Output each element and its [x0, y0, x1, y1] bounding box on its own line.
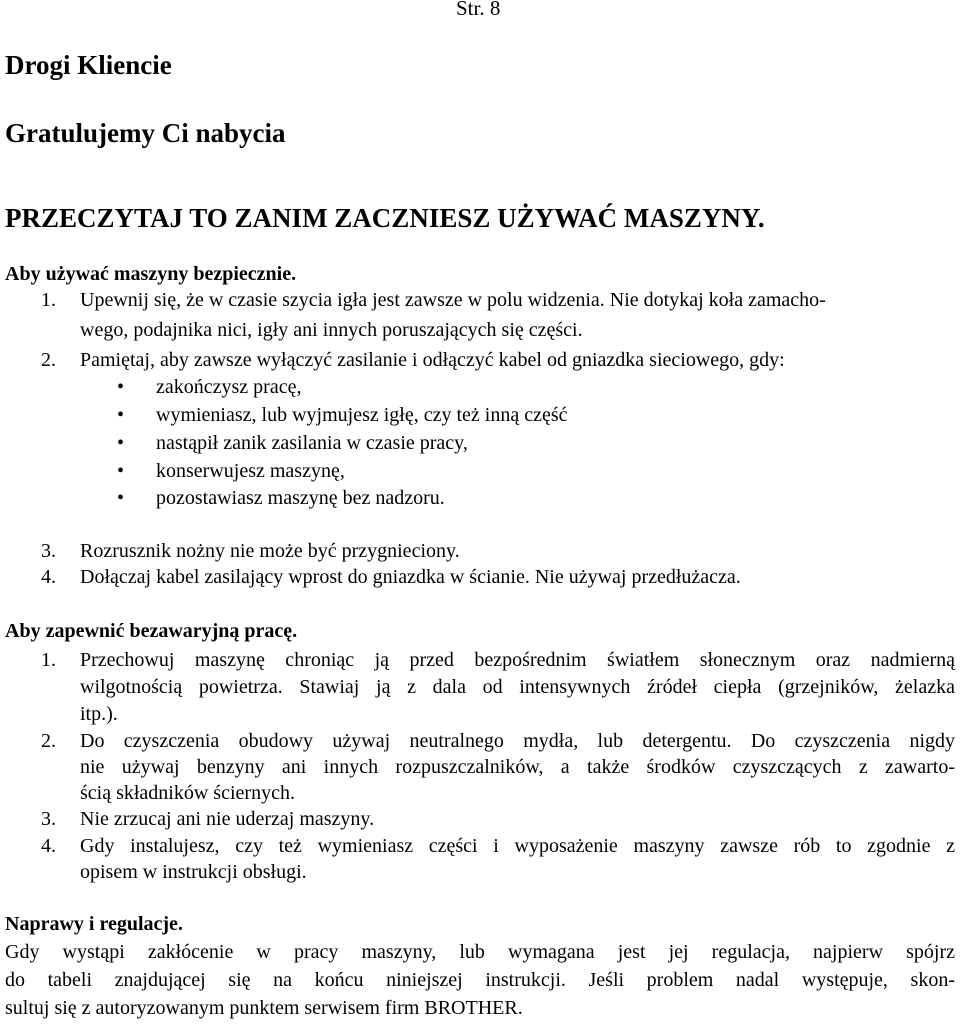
repairs-heading: Naprawy i regulacje. — [5, 913, 183, 935]
maintenance-item-1-line-3: itp.). — [80, 703, 118, 725]
safety-item-3-text: Rozrusznik nożny nie może być przygnieciony. — [80, 540, 460, 562]
safety-item-1-line-2: wego, podajnika nici, igły ani innych poruszających się części. — [80, 319, 583, 341]
greeting-heading: Drogi Kliencie — [5, 50, 172, 80]
maintenance-item-1-line-1: Przechowuj maszynę chroniąc ją przed bezpośrednim światłem słonecznym oraz nadmierną — [80, 649, 955, 671]
safety-bullet-2: wymieniasz, lub wyjmujesz igłę, czy też inną część — [156, 404, 568, 426]
repairs-line-2: do tabeli znajdującej się na końcu niniejszej instrukcji. Jeśli problem nadal występuje, skon- — [5, 969, 955, 991]
maintenance-item-3-text: Nie zrzucaj ani nie uderzaj maszyny. — [80, 808, 375, 830]
bullet-icon: • — [117, 376, 125, 398]
maintenance-item-2-number: 2. — [41, 730, 56, 752]
safety-bullet-1: zakończysz pracę, — [156, 376, 302, 398]
maintenance-item-4-line-1: Gdy instalujesz, czy też wymieniasz części i wyposażenie maszyny zawsze rób to zgodnie z — [80, 835, 955, 857]
maintenance-item-3-number: 3. — [41, 808, 56, 830]
safety-item-1-number: 1. — [41, 289, 56, 311]
safety-item-2-number: 2. — [41, 349, 56, 371]
maintenance-heading: Aby zapewnić bezawaryjną pracę. — [5, 620, 298, 642]
safety-bullet-5: pozostawiasz maszynę bez nadzoru. — [156, 487, 445, 509]
safety-item-2-text: Pamiętaj, aby zawsze wyłączyć zasilanie i odłączyć kabel od gniazdka sieciowego, gdy: — [80, 349, 785, 371]
maintenance-item-2-line-1: Do czyszczenia obudowy używaj neutralnego mydła, lub detergentu. Do czyszczenia nigdy — [80, 730, 955, 752]
maintenance-item-4-number: 4. — [41, 835, 56, 857]
warning-title: PRZECZYTAJ TO ZANIM ZACZNIESZ UŻYWAĆ MASZYNY. — [5, 203, 765, 233]
maintenance-item-4-line-2: opisem w instrukcji obsługi. — [80, 861, 307, 883]
safety-item-4-number: 4. — [41, 566, 56, 588]
bullet-icon: • — [117, 432, 125, 454]
maintenance-item-2-line-3: ścią składników ściernych. — [80, 782, 295, 804]
bullet-icon: • — [117, 404, 125, 426]
maintenance-item-2-line-2: nie używaj benzyny ani innych rozpuszczalników, a także środków czyszczących z zawarto- — [80, 756, 955, 778]
congrats-heading: Gratulujemy Ci nabycia — [5, 118, 286, 148]
safety-bullet-3: nastąpił zanik zasilania w czasie pracy, — [156, 432, 468, 454]
repairs-line-3: sultuj się z autoryzowanym punktem serwisem firm BROTHER. — [5, 997, 523, 1019]
safety-item-4-text: Dołączaj kabel zasilający wprost do gniazdka w ścianie. Nie używaj przedłużacza. — [80, 566, 741, 588]
maintenance-item-1-line-2: wilgotnością powietrza. Stawiaj ją z dala od intensywnych źródeł ciepła (grzejników, żelazka — [80, 676, 955, 698]
bullet-icon: • — [117, 460, 125, 482]
safety-item-1-line-1: Upewnij się, że w czasie szycia igła jest zawsze w polu widzenia. Nie dotykaj koła zamacho- — [80, 289, 826, 311]
maintenance-item-1-number: 1. — [41, 649, 56, 671]
safety-bullet-4: konserwujesz maszynę, — [156, 460, 345, 482]
safety-item-3-number: 3. — [41, 540, 56, 562]
page-number: Str. 8 — [456, 0, 501, 20]
repairs-line-1: Gdy wystąpi zakłócenie w pracy maszyny, lub wymagana jest jej regulacja, najpierw spójrz — [5, 941, 955, 963]
bullet-icon: • — [117, 487, 125, 509]
safety-heading: Aby używać maszyny bezpiecznie. — [5, 263, 297, 285]
